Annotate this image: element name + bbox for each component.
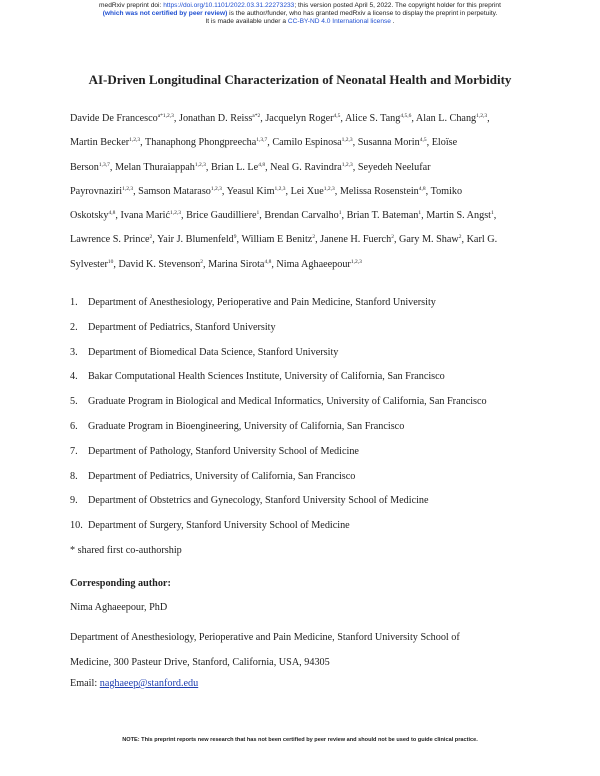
affiliation-number: 7. — [70, 445, 78, 457]
author-separator: , — [265, 161, 271, 173]
affiliation-item — [70, 341, 570, 366]
affiliation-item — [70, 291, 570, 316]
author-name: Oskotsky — [70, 210, 109, 222]
author-name: Ivana Marić — [120, 210, 170, 222]
author-affiliation-marker: a*2 — [252, 113, 261, 119]
affiliation-text: Graduate Program in Biological and Medical Informatics, University of California, San Francisco — [88, 396, 487, 408]
header-line-1 — [0, 2, 600, 10]
author-affiliation-marker: 4,5 — [333, 113, 341, 119]
affiliation-number: 10. — [70, 520, 83, 532]
author-separator: , — [426, 137, 432, 149]
address-line-1: Department of Anesthesiology, Perioperative and Pain Medicine, Stanford University School of — [70, 632, 460, 643]
header-line-2 — [0, 10, 600, 18]
author-name: Lawrence S. Prince — [70, 234, 150, 246]
author-affiliation-marker: 4,8 — [264, 258, 272, 265]
shared-authorship-note: * shared first co-authorship — [70, 545, 182, 556]
author-line — [70, 204, 538, 228]
author-separator: , — [493, 210, 497, 222]
affiliation-text: Bakar Computational Health Sciences Institute, University of California, San Francisco — [88, 371, 445, 383]
affiliation-item — [70, 489, 570, 514]
author-name: Karl G. — [466, 234, 498, 246]
peer-review-notice: (which was not certified by peer review) — [102, 10, 228, 17]
paper-title: AI-Driven Longitudinal Characterization of Neonatal Health and Morbidity — [88, 72, 512, 87]
author-name: Berson — [70, 161, 99, 173]
author-affiliation-marker: 1,2,3 — [341, 137, 353, 144]
author-affiliation-marker: 4,8 — [108, 210, 116, 217]
author-name: Gary M. Shaw — [399, 234, 459, 246]
author-name: Brian T. Bateman — [346, 210, 419, 222]
author-affiliation-marker: 1 — [338, 210, 342, 217]
author-name: Melan Thuraiappah — [114, 161, 195, 173]
address-line-2: Medicine, 300 Pasteur Drive, Stanford, California, USA, 94305 — [70, 656, 330, 668]
author-name: Melissa Rosenstein — [339, 185, 419, 197]
author-name: Martin S. Angst — [426, 210, 492, 222]
author-name: Lei Xue — [290, 185, 324, 197]
author-affiliation-marker: 2 — [149, 234, 153, 241]
author-name: Davide De Francesco — [70, 113, 158, 124]
author-line — [70, 131, 538, 155]
affiliation-list — [70, 291, 570, 539]
author-separator: , — [271, 258, 277, 270]
author-name: Yair J. Blumenfeld — [156, 234, 234, 246]
affiliation-number: 3. — [70, 346, 78, 358]
affiliation-number: 8. — [70, 470, 78, 482]
author-separator: , — [203, 258, 209, 270]
author-list — [70, 107, 538, 277]
author-separator: , — [140, 137, 146, 149]
author-affiliation-marker: 1 — [491, 210, 494, 217]
header-line-3 — [0, 18, 600, 26]
author-affiliation-marker: 1,2,3 — [341, 161, 353, 168]
author-separator: , — [205, 161, 211, 173]
author-name: Martin Becker — [70, 137, 130, 149]
affiliation-text: Department of Biomedical Data Science, Stanford University — [88, 346, 339, 358]
author-affiliation-marker: a*1,2,3 — [157, 113, 174, 119]
author-affiliation-marker: 4,5 — [419, 137, 427, 144]
author-name: Thanaphong Phongpreecha — [145, 137, 257, 149]
author-separator: , — [340, 113, 345, 124]
author-name: Jacquelyn Roger — [265, 113, 334, 124]
header-available: It is made available under a — [205, 18, 288, 25]
affiliation-number: 2. — [70, 321, 78, 333]
header-prefix: medRxiv preprint doi: — [99, 2, 164, 9]
author-line — [70, 180, 538, 204]
author-line — [70, 107, 538, 131]
affiliation-text: Department of Pediatrics, Stanford University — [88, 321, 276, 333]
author-affiliation-marker: 1,2,3 — [476, 113, 488, 119]
corresponding-email — [70, 678, 198, 689]
affiliation-text: Department of Obstetrics and Gynecology, Stanford University School of Medicine — [88, 495, 429, 507]
author-name: Alan L. Chang — [415, 113, 477, 124]
author-separator: , — [236, 234, 242, 246]
author-separator: , — [173, 113, 179, 124]
author-affiliation-marker: 1,2,3 — [350, 258, 362, 265]
affiliation-item — [70, 514, 570, 539]
doi-link[interactable]: https://doi.org/10.1101/2022.03.31.22273233 — [163, 2, 295, 9]
affiliation-item — [70, 390, 570, 415]
author-separator: , — [334, 185, 340, 197]
author-name: Sylvester — [70, 258, 108, 270]
author-name: Camilo Espinosa — [272, 137, 342, 149]
affiliation-number: 5. — [70, 396, 78, 408]
author-separator: , — [115, 210, 121, 222]
author-name: Nima Aghaeepour — [276, 258, 351, 270]
header-period: . — [390, 18, 395, 25]
author-separator: , — [285, 185, 291, 197]
author-separator: , — [461, 234, 467, 246]
author-affiliation-marker: 2 — [312, 234, 316, 241]
author-line — [70, 253, 538, 277]
author-separator: , — [133, 185, 139, 197]
affiliation-number: 1. — [70, 297, 78, 308]
email-label: Email: — [70, 678, 100, 689]
author-affiliation-marker: 9 — [233, 234, 237, 241]
author-name: Samson Mataraso — [138, 185, 211, 197]
author-separator: , — [352, 137, 358, 149]
author-name: Marina Sirota — [208, 258, 265, 270]
author-separator: , — [341, 210, 347, 222]
header-license-text: is the author/funder, who has granted medRxiv a license to display the preprint in perpetuity. — [227, 10, 498, 17]
author-separator: , — [315, 234, 321, 246]
author-affiliation-marker: 2 — [200, 258, 204, 265]
author-name: David K. Stevenson — [118, 258, 201, 270]
author-name: Janene H. Fuerch — [320, 234, 392, 246]
author-affiliation-marker: 1,2,3 — [194, 161, 206, 168]
affiliation-number: 9. — [70, 495, 78, 507]
author-name: Seyedeh Neelufar — [357, 161, 431, 173]
author-separator: , — [260, 113, 266, 124]
affiliation-item — [70, 316, 570, 341]
author-name: Brice Gaudilliere — [186, 210, 257, 222]
affiliation-number: 6. — [70, 420, 78, 432]
author-name: Eloïse — [431, 137, 458, 149]
author-name: Alice S. Tang — [344, 113, 401, 124]
author-affiliation-marker: 1,2,3 — [323, 185, 335, 192]
affiliation-text: Department of Surgery, Stanford University School of Medicine — [88, 520, 350, 532]
header-posted: ; this version posted April 5, 2022. The copyright holder for this preprint — [294, 2, 501, 9]
preprint-header — [0, 2, 600, 26]
corresponding-address — [70, 626, 550, 675]
affiliation-item — [70, 415, 570, 440]
affiliation-text: Graduate Program in Bioengineering, University of California, San Francisco — [88, 420, 405, 432]
affiliation-number: 4. — [70, 371, 78, 383]
author-separator: , — [421, 210, 427, 222]
author-affiliation-marker: 1 — [418, 210, 422, 217]
affiliation-text: Department of Anesthesiology, Perioperative and Pain Medicine, Stanford University — [88, 297, 436, 308]
author-separator: , — [425, 185, 431, 197]
corresponding-heading: Corresponding author: — [70, 578, 171, 589]
author-separator: , — [393, 234, 400, 246]
author-affiliation-marker: 1,2,3 — [210, 185, 222, 192]
author-separator: , — [180, 210, 187, 222]
author-affiliation-marker: 4,8 — [258, 161, 266, 168]
author-separator: , — [259, 210, 265, 222]
author-separator: , — [109, 161, 115, 173]
author-name: Jonathan D. Reiss — [179, 113, 253, 124]
author-name: Tomiko — [430, 185, 463, 197]
author-line — [70, 156, 538, 180]
affiliation-text: Department of Pathology, Stanford University School of Medicine — [88, 445, 359, 457]
affiliation-item — [70, 365, 570, 390]
author-name: Susanna Morin — [357, 137, 420, 149]
author-separator: , — [113, 258, 119, 270]
author-separator: , — [487, 113, 490, 124]
corresponding-name: Nima Aghaeepour, PhD — [70, 602, 168, 613]
author-line — [70, 228, 538, 252]
author-affiliation-marker: 2 — [391, 234, 394, 241]
author-affiliation-marker: 1,3,7 — [98, 161, 110, 168]
author-affiliation-marker: 1,2,3 — [129, 137, 141, 144]
author-name: Brendan Carvalho — [264, 210, 339, 222]
author-affiliation-marker: 1,2,3 — [169, 210, 181, 217]
author-name: Payrovnaziri — [70, 185, 123, 197]
email-link[interactable]: naghaeep@stanford.edu — [99, 678, 199, 689]
author-name: Brian L. Le — [210, 161, 259, 173]
author-affiliation-marker: 1 — [256, 210, 260, 217]
author-affiliation-marker: 2 — [458, 234, 462, 241]
author-separator: , — [152, 234, 157, 246]
author-affiliation-marker: 1,2,3 — [274, 185, 286, 192]
affiliation-item — [70, 440, 570, 465]
license-link[interactable]: CC-BY-ND 4.0 International license — [287, 18, 391, 25]
preprint-footnote: NOTE: This preprint reports new research that has not been certified by peer review and should not be used to guide clinical practice. — [122, 737, 478, 743]
author-name: Yeasul Kim — [226, 185, 275, 197]
affiliation-text: Department of Pediatrics, University of California, San Francisco — [88, 470, 356, 482]
author-affiliation-marker: 1,3,7 — [256, 137, 268, 144]
author-affiliation-marker: 4,8 — [418, 185, 426, 192]
author-name: Neal G. Ravindra — [270, 161, 342, 173]
affiliation-item — [70, 465, 570, 490]
author-separator: , — [352, 161, 358, 173]
author-affiliation-marker: 1,2,3 — [122, 185, 134, 192]
author-name: William E Benitz — [241, 234, 313, 246]
author-affiliation-marker: 10 — [107, 258, 114, 265]
author-separator: , — [221, 185, 227, 197]
author-separator: , — [267, 137, 273, 149]
author-separator: , — [411, 113, 416, 124]
author-affiliation-marker: 4,5,6 — [400, 113, 412, 119]
